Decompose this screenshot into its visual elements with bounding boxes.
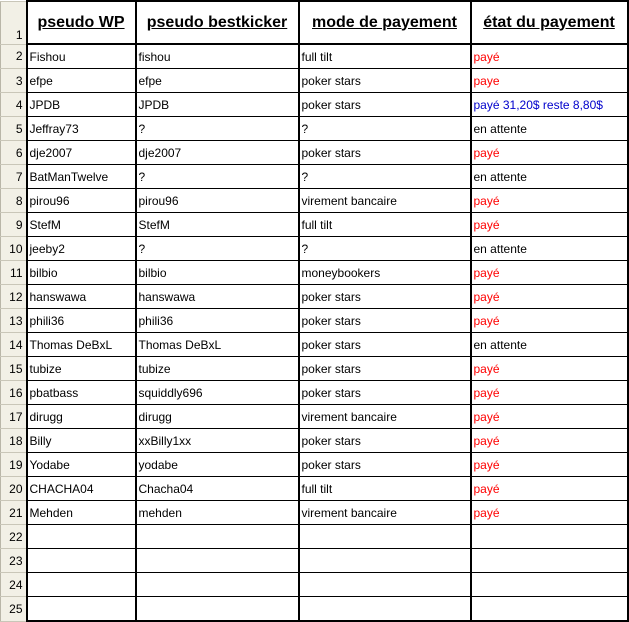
row-number[interactable]: 14 (1, 333, 27, 357)
table-row (1, 69, 628, 93)
row-number[interactable]: 10 (1, 237, 27, 261)
cell-mode-de-payement[interactable]: poker stars (299, 93, 471, 117)
header-cell-mode-de-payement[interactable] (299, 1, 471, 44)
cell-mode-de-payement[interactable]: poker stars (299, 285, 471, 309)
cell-pseudo-bestkicker[interactable]: bilbio (136, 261, 299, 285)
cell-pseudo-bestkicker[interactable] (136, 573, 299, 597)
cell-pseudo-bestkicker[interactable]: yodabe (136, 453, 299, 477)
cell-pseudo-bestkicker[interactable]: mehden (136, 501, 299, 525)
cell-mode-de-payement[interactable] (299, 549, 471, 573)
table-row (1, 597, 628, 622)
header-label: état du payement (483, 13, 615, 31)
cell-pseudo-wp[interactable]: jeeby2 (27, 237, 136, 261)
row-number[interactable]: 20 (1, 477, 27, 501)
cell-mode-de-payement[interactable]: virement bancaire (299, 501, 471, 525)
cell-pseudo-wp[interactable]: dje2007 (27, 141, 136, 165)
header-label: mode de payement (312, 13, 457, 31)
table-row (1, 501, 628, 525)
cell-etat-du-payement[interactable] (471, 525, 628, 549)
row-number[interactable]: 16 (1, 381, 27, 405)
row-number[interactable]: 4 (1, 93, 27, 117)
row-number[interactable]: 22 (1, 525, 27, 549)
header-cell-etat-du-payement[interactable] (471, 1, 628, 44)
cell-etat-du-payement[interactable]: en attente (471, 333, 628, 357)
cell-pseudo-bestkicker[interactable]: squiddly696 (136, 381, 299, 405)
table-row (1, 285, 628, 309)
cell-etat-du-payement[interactable]: en attente (471, 165, 628, 189)
header-row (1, 1, 628, 44)
cell-mode-de-payement[interactable]: full tilt (299, 213, 471, 237)
cell-etat-du-payement[interactable]: payé (471, 357, 628, 381)
cell-pseudo-wp[interactable] (27, 525, 136, 549)
table-row (1, 477, 628, 501)
cell-etat-du-payement[interactable]: payé (471, 453, 628, 477)
cell-etat-du-payement[interactable]: payé (471, 381, 628, 405)
cell-pseudo-wp[interactable]: pirou96 (27, 189, 136, 213)
cell-pseudo-bestkicker[interactable]: Thomas DeBxL (136, 333, 299, 357)
table-row (1, 44, 628, 69)
cell-mode-de-payement[interactable]: moneybookers (299, 261, 471, 285)
cell-pseudo-wp[interactable]: dirugg (27, 405, 136, 429)
cell-pseudo-wp[interactable] (27, 549, 136, 573)
cell-pseudo-bestkicker[interactable]: efpe (136, 69, 299, 93)
cell-mode-de-payement[interactable]: ? (299, 117, 471, 141)
cell-etat-du-payement[interactable]: payé (471, 429, 628, 453)
cell-pseudo-wp[interactable]: efpe (27, 69, 136, 93)
cell-mode-de-payement[interactable]: poker stars (299, 357, 471, 381)
row-number[interactable]: 21 (1, 501, 27, 525)
table-row (1, 357, 628, 381)
cell-etat-du-payement[interactable]: payé (471, 309, 628, 333)
table-row (1, 429, 628, 453)
row-number[interactable]: 8 (1, 189, 27, 213)
cell-etat-du-payement[interactable] (471, 597, 628, 622)
cell-pseudo-bestkicker[interactable]: phili36 (136, 309, 299, 333)
cell-pseudo-wp[interactable]: Yodabe (27, 453, 136, 477)
cell-pseudo-wp[interactable]: StefM (27, 213, 136, 237)
cell-etat-du-payement[interactable]: paye (471, 69, 628, 93)
cell-pseudo-wp[interactable]: Mehden (27, 501, 136, 525)
header-cell-pseudo-bestkicker[interactable] (136, 1, 299, 44)
row-number[interactable]: 24 (1, 573, 27, 597)
cell-pseudo-wp[interactable]: Jeffray73 (27, 117, 136, 141)
table-row (1, 261, 628, 285)
cell-mode-de-payement[interactable]: poker stars (299, 333, 471, 357)
cell-mode-de-payement[interactable] (299, 573, 471, 597)
cell-etat-du-payement[interactable]: payé (471, 213, 628, 237)
table-row (1, 405, 628, 429)
cell-mode-de-payement[interactable]: virement bancaire (299, 405, 471, 429)
cell-etat-du-payement[interactable]: en attente (471, 237, 628, 261)
row-number[interactable]: 2 (1, 44, 27, 69)
table-row (1, 237, 628, 261)
cell-pseudo-wp[interactable]: Billy (27, 429, 136, 453)
cell-pseudo-bestkicker[interactable]: ? (136, 237, 299, 261)
table-row (1, 213, 628, 237)
cell-pseudo-bestkicker[interactable]: StefM (136, 213, 299, 237)
row-number[interactable]: 3 (1, 69, 27, 93)
cell-pseudo-wp[interactable]: BatManTwelve (27, 165, 136, 189)
table-row (1, 453, 628, 477)
table-row (1, 117, 628, 141)
cell-pseudo-bestkicker[interactable]: xxBilly1xx (136, 429, 299, 453)
cell-mode-de-payement[interactable]: full tilt (299, 44, 471, 69)
cell-pseudo-wp[interactable]: tubize (27, 357, 136, 381)
cell-pseudo-bestkicker[interactable]: JPDB (136, 93, 299, 117)
cell-pseudo-wp[interactable]: Thomas DeBxL (27, 333, 136, 357)
cell-mode-de-payement[interactable]: poker stars (299, 69, 471, 93)
cell-pseudo-bestkicker[interactable]: dirugg (136, 405, 299, 429)
cell-etat-du-payement[interactable]: payé (471, 405, 628, 429)
table-row (1, 189, 628, 213)
header-label: pseudo bestkicker (146, 13, 288, 31)
header-label: pseudo WP (37, 13, 125, 31)
row-number[interactable]: 15 (1, 357, 27, 381)
row-number[interactable]: 13 (1, 309, 27, 333)
cell-pseudo-wp[interactable] (27, 573, 136, 597)
cell-pseudo-bestkicker[interactable]: ? (136, 117, 299, 141)
row-number[interactable]: 12 (1, 285, 27, 309)
cell-pseudo-bestkicker[interactable]: tubize (136, 357, 299, 381)
table-row (1, 381, 628, 405)
cell-etat-du-payement[interactable]: payé (471, 141, 628, 165)
table-row (1, 93, 628, 117)
cell-mode-de-payement[interactable]: poker stars (299, 453, 471, 477)
cell-pseudo-wp[interactable] (27, 597, 136, 622)
row-number[interactable]: 9 (1, 213, 27, 237)
cell-pseudo-wp[interactable]: JPDB (27, 93, 136, 117)
table-row (1, 573, 628, 597)
cell-etat-du-payement[interactable]: payé (471, 189, 628, 213)
cell-mode-de-payement[interactable]: poker stars (299, 309, 471, 333)
cell-mode-de-payement[interactable] (299, 597, 471, 622)
cell-pseudo-bestkicker[interactable] (136, 525, 299, 549)
cell-etat-du-payement[interactable]: payé 31,20$ reste 8,80$ (471, 93, 628, 117)
cell-pseudo-bestkicker[interactable] (136, 597, 299, 622)
cell-mode-de-payement[interactable]: poker stars (299, 429, 471, 453)
cell-pseudo-wp[interactable]: phili36 (27, 309, 136, 333)
table-row (1, 309, 628, 333)
cell-pseudo-wp[interactable]: bilbio (27, 261, 136, 285)
cell-pseudo-bestkicker[interactable] (136, 549, 299, 573)
row-number-header[interactable]: 1 (1, 1, 27, 44)
cell-pseudo-bestkicker[interactable]: dje2007 (136, 141, 299, 165)
table-row (1, 525, 628, 549)
cell-etat-du-payement[interactable]: payé (471, 477, 628, 501)
table-row (1, 141, 628, 165)
cell-pseudo-bestkicker[interactable]: hanswawa (136, 285, 299, 309)
row-number[interactable]: 11 (1, 261, 27, 285)
cell-pseudo-bestkicker[interactable]: pirou96 (136, 189, 299, 213)
row-number[interactable]: 18 (1, 429, 27, 453)
cell-mode-de-payement[interactable]: virement bancaire (299, 189, 471, 213)
row-number[interactable]: 17 (1, 405, 27, 429)
cell-etat-du-payement[interactable]: payé (471, 285, 628, 309)
cell-etat-du-payement[interactable]: payé (471, 261, 628, 285)
table-row (1, 549, 628, 573)
cell-pseudo-bestkicker[interactable]: ? (136, 165, 299, 189)
cell-pseudo-wp[interactable]: pbatbass (27, 381, 136, 405)
row-number[interactable]: 6 (1, 141, 27, 165)
cell-pseudo-bestkicker[interactable]: fishou (136, 44, 299, 69)
cell-pseudo-wp[interactable]: Fishou (27, 44, 136, 69)
cell-mode-de-payement[interactable]: poker stars (299, 141, 471, 165)
row-number[interactable]: 7 (1, 165, 27, 189)
cell-etat-du-payement[interactable] (471, 549, 628, 573)
cell-mode-de-payement[interactable]: full tilt (299, 477, 471, 501)
cell-etat-du-payement[interactable]: payé (471, 44, 628, 69)
cell-mode-de-payement[interactable]: ? (299, 237, 471, 261)
cell-mode-de-payement[interactable]: poker stars (299, 381, 471, 405)
cell-mode-de-payement[interactable] (299, 525, 471, 549)
row-number[interactable]: 23 (1, 549, 27, 573)
table-row (1, 165, 628, 189)
header-cell-pseudo-wp[interactable] (27, 1, 136, 44)
row-number[interactable]: 5 (1, 117, 27, 141)
cell-etat-du-payement[interactable] (471, 573, 628, 597)
row-number[interactable]: 19 (1, 453, 27, 477)
cell-etat-du-payement[interactable]: en attente (471, 117, 628, 141)
cell-pseudo-wp[interactable]: hanswawa (27, 285, 136, 309)
cell-etat-du-payement[interactable]: payé (471, 501, 628, 525)
cell-pseudo-wp[interactable]: CHACHA04 (27, 477, 136, 501)
row-number[interactable]: 25 (1, 597, 27, 622)
table-row (1, 333, 628, 357)
cell-pseudo-bestkicker[interactable]: Chacha04 (136, 477, 299, 501)
cell-mode-de-payement[interactable]: ? (299, 165, 471, 189)
